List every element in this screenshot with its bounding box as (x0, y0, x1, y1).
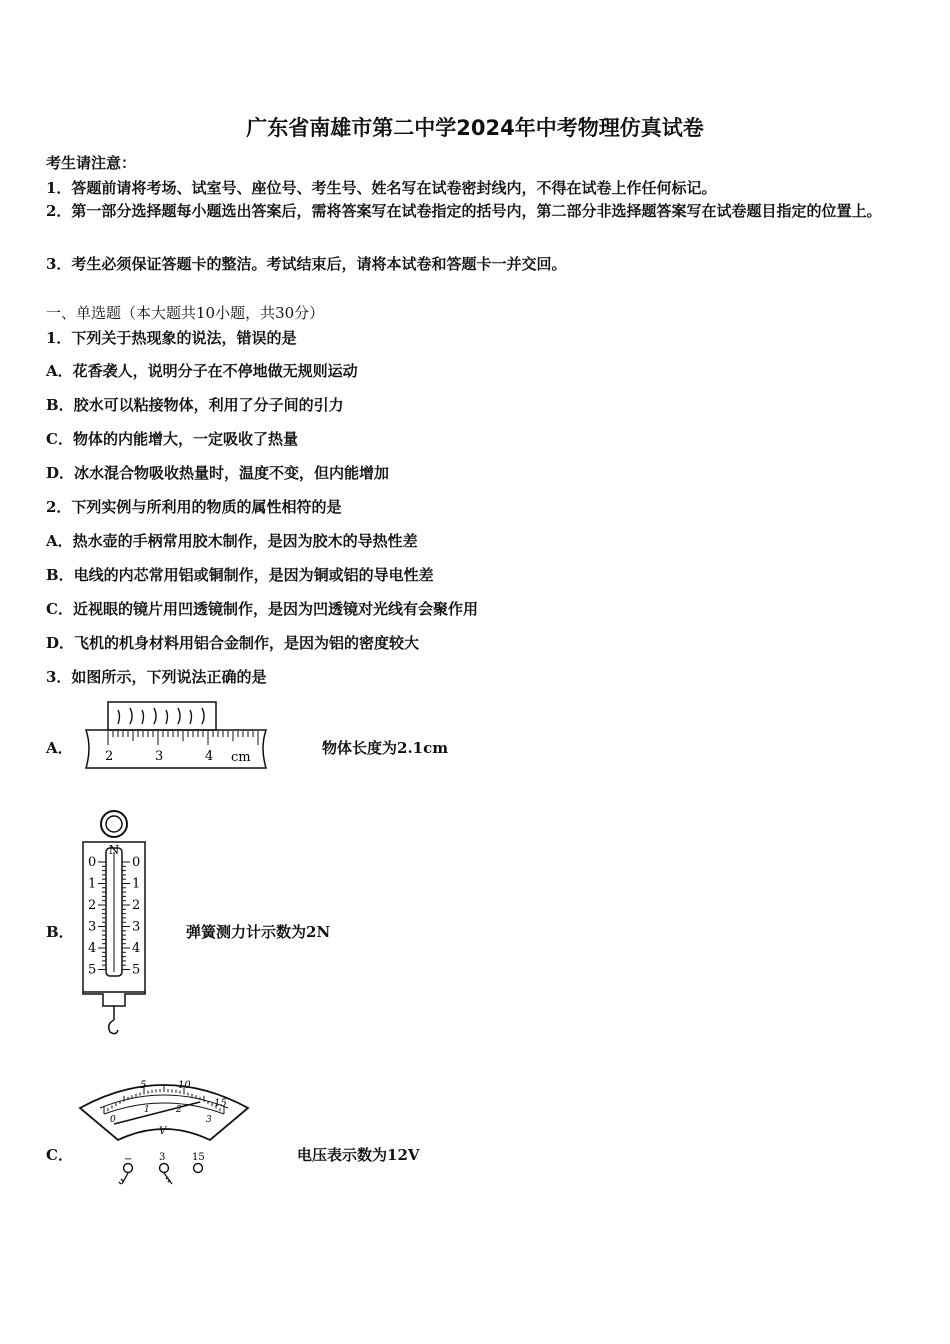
page-title: 广东省南雄市第二中学2024年中考物理仿真试卷 (246, 116, 704, 140)
q2-option-b: B．电线的内芯常用铝或铜制作，是因为铜或铝的导电性差 (46, 566, 434, 584)
scale-label-right-3: 3 (132, 919, 141, 935)
meter-inner-tick-0: 0 (110, 1115, 116, 1125)
scale-label-right-0: 0 (132, 855, 141, 870)
meter-outer-tick-10: 10 (178, 1080, 191, 1091)
q2-stem: 2．下列实例与所利用的物质的属性相符的是 (46, 498, 342, 516)
terminal-label-3: 3 (159, 1152, 166, 1163)
top-ring (101, 811, 127, 837)
section-heading: 一、单选题（本大题共10小题，共30分） (46, 304, 325, 322)
scale-label-right-2: 2 (132, 898, 141, 913)
terminal-3 (160, 1164, 169, 1173)
object-hatching (118, 708, 204, 724)
q3-option-a-caption: 物体长度为2.1cm (322, 739, 449, 757)
meter-inner-tick-1: 1 (144, 1105, 150, 1115)
hook (109, 1006, 118, 1034)
q1-option-b: B．胶水可以粘接物体，利用了分子间的引力 (46, 396, 344, 414)
scale-label-right-4: 4 (132, 941, 141, 956)
wire-3 (164, 1173, 172, 1184)
ruler-figure (78, 700, 274, 772)
spring-scale-figure (78, 808, 164, 1038)
scale-unit-letter: N (108, 843, 120, 857)
notice-item-2: 2．第一部分选择题每小题选出答案后，需将答案写在试卷指定的括号内，第二部分非选择题答案写在试卷题目指定的位置上。 (46, 202, 882, 220)
q1-option-d: D．冰水混合物吸收热量时，温度不变，但内能增加 (46, 464, 390, 482)
scale-label-left-5: 5 (88, 962, 97, 978)
scale-label-left-3: 3 (88, 919, 97, 935)
meter-unit: V (159, 1126, 167, 1137)
terminal-15 (194, 1164, 203, 1173)
ruler-unit: cm (231, 750, 251, 765)
meter-inner-tick-2: 2 (176, 1105, 182, 1115)
scale-label-left-2: 2 (88, 898, 97, 913)
q3-option-c-label: C． (46, 1146, 73, 1164)
q3-stem: 3．如图所示，下列说法正确的是 (46, 668, 267, 686)
terminal-label-15: 15 (192, 1152, 205, 1163)
q3-option-a-label: A． (46, 739, 73, 757)
q1-option-c: C．物体的内能增大，一定吸收了热量 (46, 430, 298, 448)
notice-item-1: 1．答题前请将考场、试室号、座位号、考生号、姓名写在试卷密封线内，不得在试卷上作任何标记。 (46, 179, 717, 197)
ruler-tick-2: 2 (105, 749, 114, 764)
q1-stem: 1．下列关于热现象的说法，错误的是 (46, 329, 297, 347)
scale-label-right-5: 5 (132, 962, 141, 978)
q3-option-b-caption: 弹簧测力计示数为2N (186, 923, 331, 941)
meter-outer-tick-5: 5 (140, 1080, 147, 1091)
q3-option-c-caption: 电压表示数为12V (297, 1146, 420, 1164)
meter-inner-tick-3: 3 (206, 1115, 212, 1125)
meter-outer-tick-15: 15 (214, 1098, 227, 1109)
scale-label-left-4: 4 (88, 941, 97, 956)
meter-needle (114, 1102, 200, 1124)
wire-negative (119, 1173, 128, 1184)
notice-heading: 考生请注意： (46, 154, 137, 172)
ruler-tick-4: 4 (205, 749, 214, 764)
q3-option-b-label: B． (46, 923, 74, 941)
scale-label-left-1: 1 (88, 876, 97, 892)
q2-option-d: D．飞机的机身材料用铝合金制作，是因为铝的密度较大 (46, 634, 420, 652)
q2-option-a: A．热水壶的手柄常用胶木制作，是因为胶木的导热性差 (46, 532, 418, 550)
ruler-tick-3: 3 (155, 749, 164, 764)
notice-item-3: 3．考生必须保证答题卡的整洁。考试结束后，请将本试卷和答题卡一并交回。 (46, 255, 567, 273)
scale-label-left-0: 0 (88, 855, 97, 870)
q2-option-c: C．近视眼的镜片用凹透镜制作，是因为凹透镜对光线有会聚作用 (46, 600, 478, 618)
q1-option-a: A．花香袭人，说明分子在不停地做无规则运动 (46, 362, 358, 380)
scale-label-right-1: 1 (132, 876, 141, 892)
terminal-label-negative: − (124, 1154, 133, 1165)
voltmeter-figure (74, 1068, 254, 1188)
measured-object (108, 702, 216, 730)
